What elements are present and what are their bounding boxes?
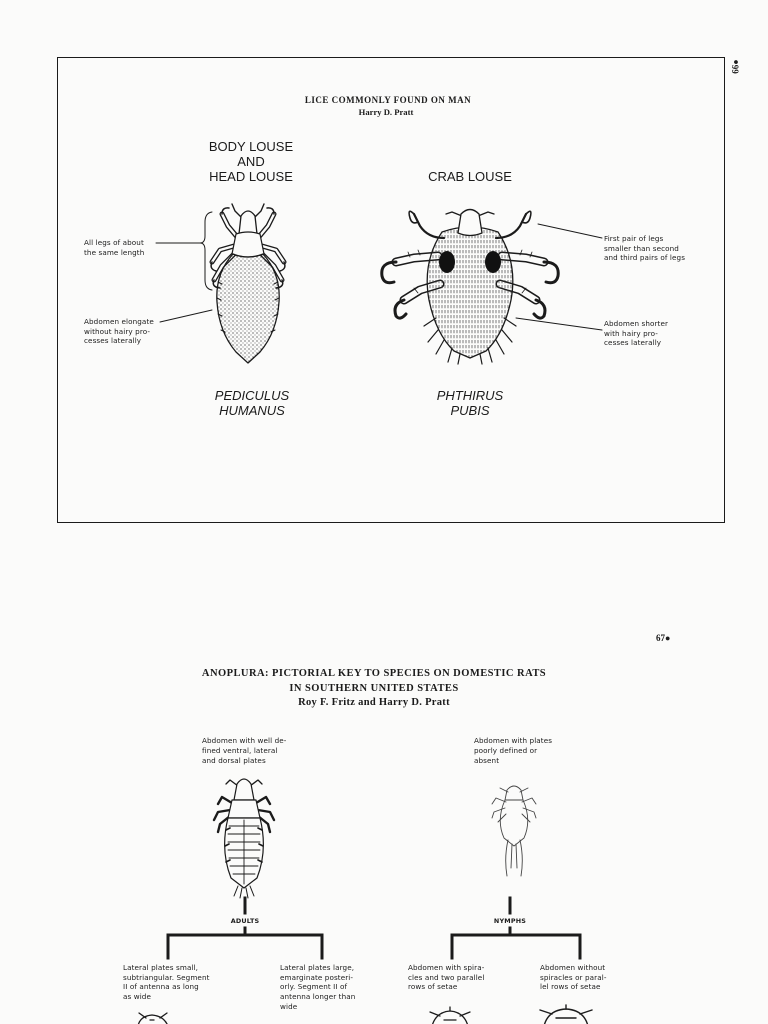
adults-option-1: Lateral plates small, subtriangular. Segment II of antenna as long as wide <box>123 963 210 1002</box>
crab-louse-species: PHTHIRUS PUBIS <box>436 388 504 418</box>
nymph-setae <box>506 840 523 876</box>
page-number-top: 66● <box>730 59 741 74</box>
nymph-body <box>500 800 528 846</box>
key-authors: Roy F. Fritz and Harry D. Pratt <box>298 697 450 708</box>
key-title: ANOPLURA: PICTORIAL KEY TO SPECIES ON DOMESTIC RATS IN SOUTHERN UNITED STATES <box>201 668 547 694</box>
adult-lateral-plates <box>225 828 263 862</box>
nymphs-option-1: Abdomen with spira- cles and two parallel rows of setae <box>408 963 485 992</box>
rat-louse-adult-illustration <box>214 779 274 898</box>
body-louse-heading: BODY LOUSE AND HEAD LOUSE <box>208 139 294 184</box>
crab-louse-heading: CRAB LOUSE <box>428 169 512 184</box>
nymphs-description: Abdomen with plates poorly defined or absent <box>474 736 553 765</box>
adult-head <box>234 779 254 800</box>
figure-title: LICE COMMONLY FOUND ON MAN <box>304 95 472 105</box>
partial-louse-3 <box>540 1005 592 1024</box>
adult-thorax <box>228 800 260 818</box>
rat-louse-nymph-illustration <box>492 786 536 876</box>
figure-frame <box>57 57 725 523</box>
body-louse-species: PEDICULUS HUMANUS <box>214 388 290 418</box>
partial-louse-2 <box>430 1007 470 1024</box>
nymph-antennae <box>500 788 528 792</box>
note-body-louse-abdomen: Abdomen elongate without hairy pro- cesses laterally <box>84 317 154 346</box>
adults-branch-bar <box>168 935 322 958</box>
adults-description: Abdomen with well de- fined ventral, lateral and dorsal plates <box>202 736 287 765</box>
adult-plates <box>228 820 260 884</box>
note-crab-louse-legs: First pair of legs smaller than second and third pairs of legs <box>604 234 686 263</box>
nymphs-option-2: Abdomen without spiracles or paral- lel rows of setae <box>540 963 607 992</box>
partial-illustrations <box>138 1005 592 1024</box>
page-number-bottom: 67● <box>656 633 671 643</box>
adult-legs <box>214 797 274 832</box>
note-crab-louse-abdomen: Abdomen shorter with hairy pro- cesses laterally <box>604 319 669 348</box>
nymph-head <box>505 786 523 800</box>
adults-option-2: Lateral plates large, emarginate posteri- orly. Segment II of antenna longer than wide <box>280 963 356 1011</box>
adults-label: ADULTS <box>230 917 260 925</box>
adult-setae <box>234 886 254 898</box>
partial-louse-1 <box>138 1013 168 1024</box>
adult-antennae <box>226 780 262 786</box>
adult-abdomen <box>225 818 264 888</box>
key-tree-adults <box>168 898 322 958</box>
key-tree-nymphs <box>452 898 580 958</box>
figure-author: Harry D. Pratt <box>358 107 414 117</box>
nymphs-branch-bar <box>452 935 580 958</box>
nymphs-label: NYMPHS <box>493 917 527 925</box>
nymph-legs <box>492 798 536 822</box>
note-body-louse-legs: All legs of about the same length <box>84 238 145 257</box>
